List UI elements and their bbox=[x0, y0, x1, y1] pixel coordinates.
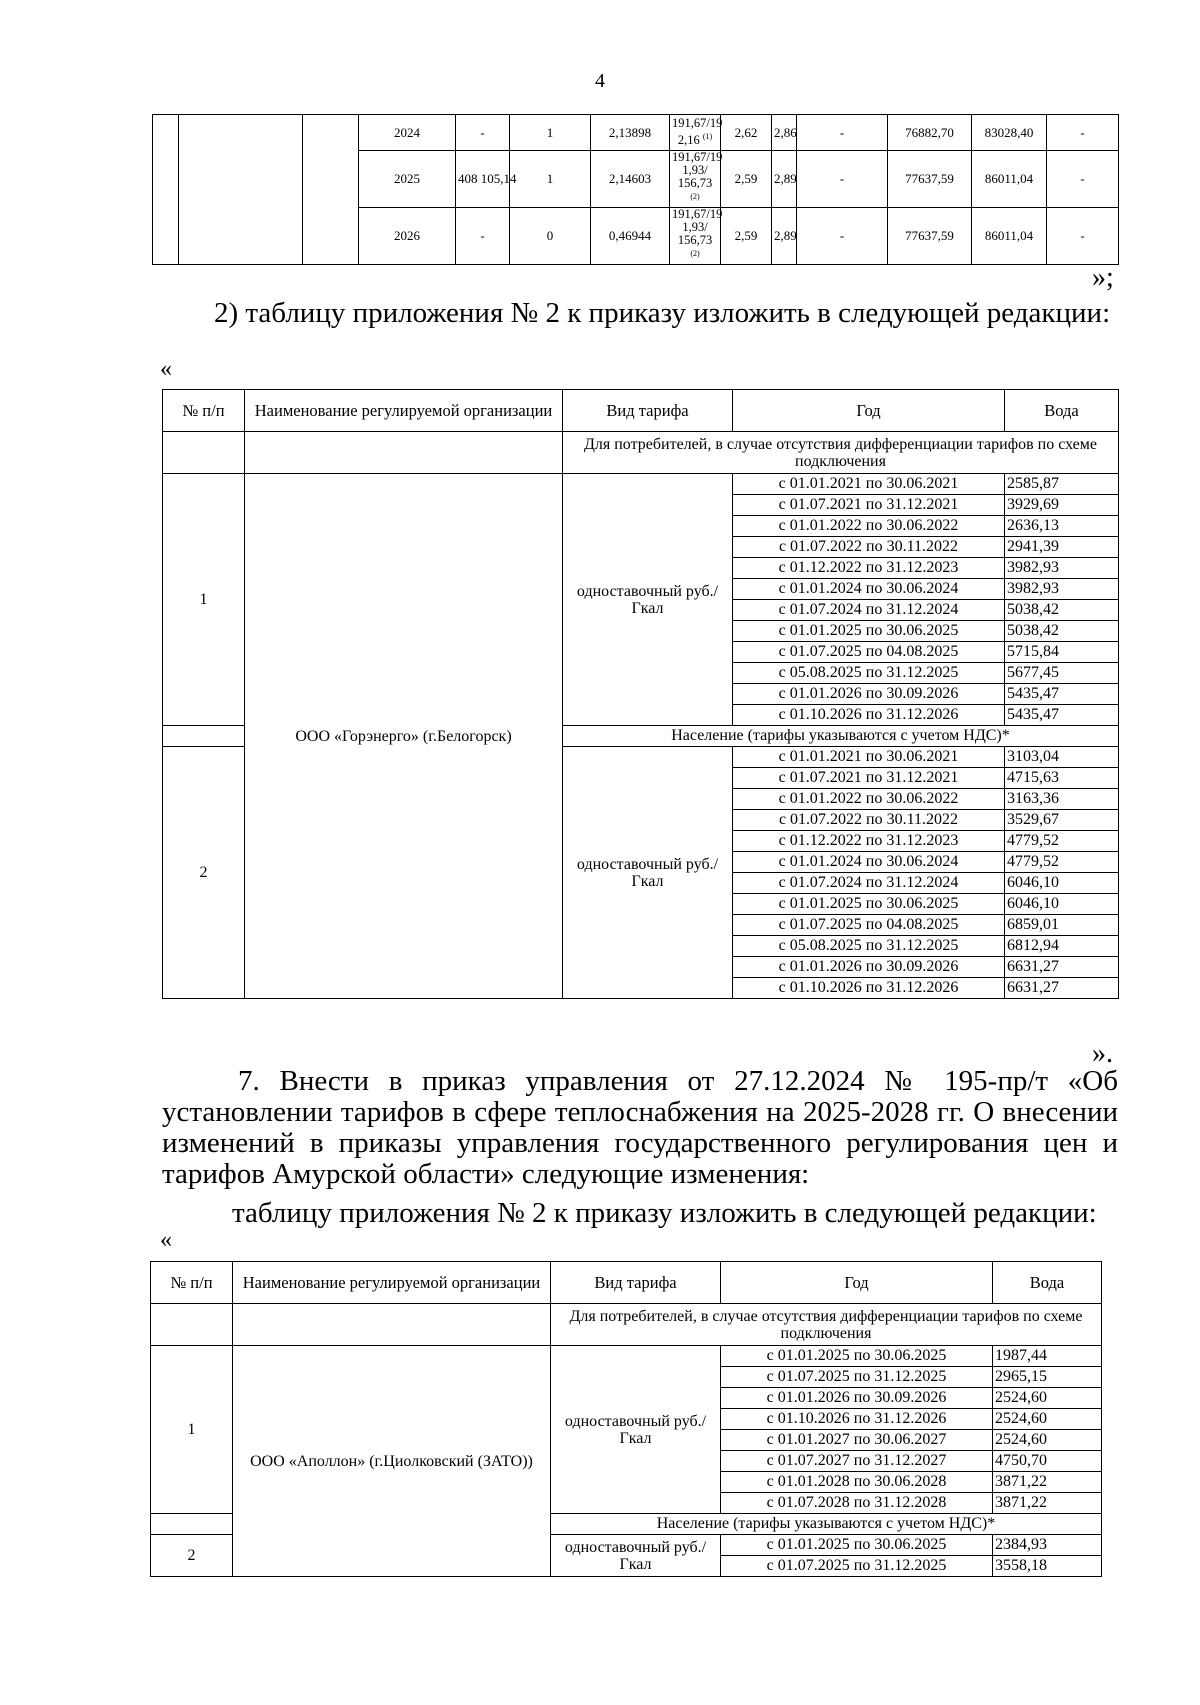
header-type: Вид тарифа bbox=[563, 390, 733, 432]
cell-c6 bbox=[670, 208, 721, 265]
value-cell: 2524,60 bbox=[993, 1430, 1102, 1451]
cell-c8: 2,86 bbox=[772, 115, 797, 151]
header-row bbox=[163, 390, 1119, 432]
value-cell: 3529,67 bbox=[1005, 810, 1119, 831]
item-2-text: 2) таблицу приложения № 2 к приказу изложить в следующей редакции: bbox=[214, 297, 1111, 329]
value-cell: 6631,27 bbox=[1005, 978, 1119, 999]
footnote-mark: (2) bbox=[690, 249, 700, 259]
period-cell: с 01.01.2021 по 30.06.2021 bbox=[733, 474, 1005, 495]
period-cell: с 01.01.2025 по 30.06.2025 bbox=[721, 1535, 993, 1556]
value-cell: 6046,10 bbox=[1005, 894, 1119, 915]
value-cell: 6812,94 bbox=[1005, 936, 1119, 957]
value-cell: 5677,45 bbox=[1005, 663, 1119, 684]
value-cell: 6631,27 bbox=[1005, 957, 1119, 978]
cell-c5: 2,13898 bbox=[591, 115, 670, 151]
tariff-type: одноставочный руб./Гкал bbox=[551, 1346, 721, 1514]
header-org: Наименование регулируемой организации bbox=[245, 390, 563, 432]
cell-c7: 2,59 bbox=[721, 151, 772, 208]
tariff-table-apollon bbox=[150, 1261, 1102, 1577]
period-cell: с 01.07.2024 по 31.12.2024 bbox=[733, 600, 1005, 621]
cell-c4: 0 bbox=[510, 208, 591, 265]
value-cell: 3871,22 bbox=[993, 1472, 1102, 1493]
period-cell: с 01.10.2026 по 31.12.2026 bbox=[721, 1409, 993, 1430]
value-cell: 2636,13 bbox=[1005, 516, 1119, 537]
period-cell: с 01.01.2026 по 30.09.2026 bbox=[733, 684, 1005, 705]
cell-c7: 2,59 bbox=[721, 208, 772, 265]
cell-c11: 83028,40 bbox=[972, 115, 1047, 151]
period-cell: с 01.07.2022 по 30.11.2022 bbox=[733, 537, 1005, 558]
cell-c8: 2,89 bbox=[772, 151, 797, 208]
period-cell: с 01.10.2026 по 31.12.2026 bbox=[733, 705, 1005, 726]
consumers-note-row bbox=[163, 432, 1119, 474]
cell-c12: - bbox=[1047, 208, 1119, 265]
row-number: 2 bbox=[151, 1535, 233, 1577]
header-org: Наименование регулируемой организации bbox=[233, 1262, 551, 1304]
blank-cell bbox=[245, 432, 563, 474]
value-cell: 2524,60 bbox=[993, 1388, 1102, 1409]
period-cell: с 05.08.2025 по 31.12.2025 bbox=[733, 936, 1005, 957]
opening-quote-1: « bbox=[160, 356, 172, 382]
footnote-mark: (1) bbox=[702, 132, 713, 142]
period-cell: с 01.01.2026 по 30.09.2026 bbox=[733, 957, 1005, 978]
consumers-note: Для потребителей, в случае отсутствия дифференциации тарифов по схеме подключения bbox=[563, 432, 1119, 474]
value-cell: 6859,01 bbox=[1005, 915, 1119, 936]
period-cell: с 01.12.2022 по 31.12.2023 bbox=[733, 831, 1005, 852]
value-cell: 3163,36 bbox=[1005, 789, 1119, 810]
continuation-table bbox=[152, 114, 1119, 265]
value-cell: 2384,93 bbox=[993, 1535, 1102, 1556]
value-cell: 5038,42 bbox=[1005, 600, 1119, 621]
cell-c9: - bbox=[797, 208, 888, 265]
period-cell: с 01.07.2025 по 31.12.2025 bbox=[721, 1367, 993, 1388]
tariff-table-gorenergo bbox=[162, 389, 1119, 999]
value-cell: 3929,69 bbox=[1005, 495, 1119, 516]
header-year: Год bbox=[721, 1262, 993, 1304]
cell-c10: 76882,70 bbox=[888, 115, 972, 151]
header-row bbox=[151, 1262, 1102, 1304]
cell-c11: 86011,04 bbox=[972, 151, 1047, 208]
header-year: Год bbox=[733, 390, 1005, 432]
value-cell: 2585,87 bbox=[1005, 474, 1119, 495]
period-cell: с 01.01.2025 по 30.06.2025 bbox=[721, 1346, 993, 1367]
value-cell: 3982,93 bbox=[1005, 579, 1119, 600]
closing-quote-1: »; bbox=[1092, 262, 1114, 293]
table-row bbox=[163, 474, 1119, 495]
period-cell: с 01.07.2024 по 31.12.2024 bbox=[733, 873, 1005, 894]
cell-c3: - bbox=[456, 115, 510, 151]
cell-c9: - bbox=[797, 151, 888, 208]
period-cell: с 01.07.2025 по 04.08.2025 bbox=[733, 915, 1005, 936]
row-number: 1 bbox=[151, 1346, 233, 1514]
cell-c6-line: 191,67/19 bbox=[672, 207, 723, 222]
cell-c3: - bbox=[456, 208, 510, 265]
cell-c6-line: 156,73 bbox=[677, 233, 713, 248]
value-cell: 5435,47 bbox=[1005, 684, 1119, 705]
period-cell: с 01.01.2021 по 30.06.2021 bbox=[733, 747, 1005, 768]
cell-c6-line: 2,16 bbox=[677, 133, 700, 148]
value-cell: 4715,63 bbox=[1005, 768, 1119, 789]
cell-c11: 86011,04 bbox=[972, 208, 1047, 265]
period-cell: с 01.07.2025 по 31.12.2025 bbox=[721, 1556, 993, 1577]
period-cell: с 01.01.2026 по 30.09.2026 bbox=[721, 1388, 993, 1409]
page-number: 4 bbox=[595, 70, 605, 92]
period-cell: с 01.07.2025 по 04.08.2025 bbox=[733, 642, 1005, 663]
cell-c6-line: 1,93/ bbox=[682, 220, 708, 235]
cell-c4: 1 bbox=[510, 151, 591, 208]
period-cell: с 05.08.2025 по 31.12.2025 bbox=[733, 663, 1005, 684]
item-7-subtext: таблицу приложения № 2 к приказу изложить в следующей редакции: bbox=[232, 1197, 1097, 1229]
blank-cell bbox=[151, 1304, 233, 1346]
tariff-type: одноставочный руб./Гкал bbox=[551, 1535, 721, 1577]
cell-c3: 408 105,14 bbox=[456, 151, 510, 208]
row-number: 1 bbox=[163, 474, 245, 726]
cell-c6 bbox=[670, 151, 721, 208]
cell-year: 2024 bbox=[359, 115, 456, 151]
organization-name: ООО «Аполлон» (г.Циолковский (ЗАТО)) bbox=[233, 1346, 551, 1577]
closing-quote-2: ». bbox=[1092, 1038, 1113, 1069]
cell-c4: 1 bbox=[510, 115, 591, 151]
blank-cell bbox=[163, 432, 245, 474]
value-cell: 6046,10 bbox=[1005, 873, 1119, 894]
period-cell: с 01.10.2026 по 31.12.2026 bbox=[733, 978, 1005, 999]
value-cell: 5038,42 bbox=[1005, 621, 1119, 642]
blank-cell bbox=[303, 115, 359, 265]
value-cell: 5435,47 bbox=[1005, 705, 1119, 726]
cell-c12: - bbox=[1047, 151, 1119, 208]
header-num: № п/п bbox=[151, 1262, 233, 1304]
period-cell: с 01.07.2021 по 31.12.2021 bbox=[733, 768, 1005, 789]
value-cell: 3103,04 bbox=[1005, 747, 1119, 768]
cell-c6-line: 191,67/19 bbox=[672, 150, 723, 164]
row-number: 2 bbox=[163, 747, 245, 999]
cell-c10: 77637,59 bbox=[888, 151, 972, 208]
item-7-text: 7. Внести в приказ управления от 27.12.2024 № 195-пр/т «Об установлении тарифов в сфере теплоснабжения на 2025-2028 гг. О внесении изменений в приказы управления государственного регулирования цен и тарифов Амурской области» следующие изменения: bbox=[162, 1065, 1118, 1190]
cell-year: 2025 bbox=[359, 151, 456, 208]
value-cell: 4779,52 bbox=[1005, 852, 1119, 873]
value-cell: 2965,15 bbox=[993, 1367, 1102, 1388]
value-cell: 3871,22 bbox=[993, 1493, 1102, 1514]
blank-cell bbox=[179, 115, 303, 265]
header-water: Вода bbox=[993, 1262, 1102, 1304]
period-cell: с 01.12.2022 по 31.12.2023 bbox=[733, 558, 1005, 579]
period-cell: с 01.01.2025 по 30.06.2025 bbox=[733, 621, 1005, 642]
period-cell: с 01.07.2027 по 31.12.2027 bbox=[721, 1451, 993, 1472]
header-water: Вода bbox=[1005, 390, 1119, 432]
value-cell: 4779,52 bbox=[1005, 831, 1119, 852]
header-num: № п/п bbox=[163, 390, 245, 432]
cell-c8: 2,89 bbox=[772, 208, 797, 265]
value-cell: 2941,39 bbox=[1005, 537, 1119, 558]
footnote-mark: (2) bbox=[690, 192, 700, 201]
blank-cell bbox=[151, 1514, 233, 1535]
cell-c5: 0,46944 bbox=[591, 208, 670, 265]
value-cell: 1987,44 bbox=[993, 1346, 1102, 1367]
organization-name: ООО «Горэнерго» (г.Белогорск) bbox=[245, 474, 563, 999]
blank-cell bbox=[233, 1304, 551, 1346]
tariff-type: одноставочный руб./Гкал bbox=[563, 747, 733, 999]
blank-cell bbox=[163, 726, 245, 747]
cell-c9: - bbox=[797, 115, 888, 151]
period-cell: с 01.01.2025 по 30.06.2025 bbox=[733, 894, 1005, 915]
population-note: Население (тарифы указываются с учетом НДС)* bbox=[563, 726, 1119, 747]
table-row bbox=[153, 115, 1119, 151]
cell-c6-line: 156,73 bbox=[677, 176, 713, 190]
period-cell: с 01.07.2028 по 31.12.2028 bbox=[721, 1493, 993, 1514]
table-row bbox=[151, 1346, 1102, 1367]
value-cell: 3982,93 bbox=[1005, 558, 1119, 579]
value-cell: 2524,60 bbox=[993, 1409, 1102, 1430]
cell-c6-line: 191,67/19 bbox=[672, 116, 723, 131]
header-type: Вид тарифа bbox=[551, 1262, 721, 1304]
cell-c6-line: 1,93/ bbox=[682, 163, 708, 177]
blank-cell bbox=[153, 115, 179, 265]
cell-c7: 2,62 bbox=[721, 115, 772, 151]
tariff-type: одноставочный руб./Гкал bbox=[563, 474, 733, 726]
period-cell: с 01.01.2028 по 30.06.2028 bbox=[721, 1472, 993, 1493]
period-cell: с 01.01.2024 по 30.06.2024 bbox=[733, 579, 1005, 600]
cell-c6 bbox=[670, 115, 721, 151]
period-cell: с 01.01.2022 по 30.06.2022 bbox=[733, 789, 1005, 810]
period-cell: с 01.01.2024 по 30.06.2024 bbox=[733, 852, 1005, 873]
value-cell: 5715,84 bbox=[1005, 642, 1119, 663]
cell-c10: 77637,59 bbox=[888, 208, 972, 265]
cell-c12: - bbox=[1047, 115, 1119, 151]
opening-quote-2: « bbox=[160, 1227, 172, 1253]
period-cell: с 01.07.2021 по 31.12.2021 bbox=[733, 495, 1005, 516]
period-cell: с 01.07.2022 по 30.11.2022 bbox=[733, 810, 1005, 831]
cell-year: 2026 bbox=[359, 208, 456, 265]
consumers-note: Для потребителей, в случае отсутствия дифференциации тарифов по схеме подключения bbox=[551, 1304, 1102, 1346]
period-cell: с 01.01.2027 по 30.06.2027 bbox=[721, 1430, 993, 1451]
period-cell: с 01.01.2022 по 30.06.2022 bbox=[733, 516, 1005, 537]
value-cell: 3558,18 bbox=[993, 1556, 1102, 1577]
consumers-note-row bbox=[151, 1304, 1102, 1346]
population-note: Население (тарифы указываются с учетом НДС)* bbox=[551, 1514, 1102, 1535]
value-cell: 4750,70 bbox=[993, 1451, 1102, 1472]
cell-c5: 2,14603 bbox=[591, 151, 670, 208]
